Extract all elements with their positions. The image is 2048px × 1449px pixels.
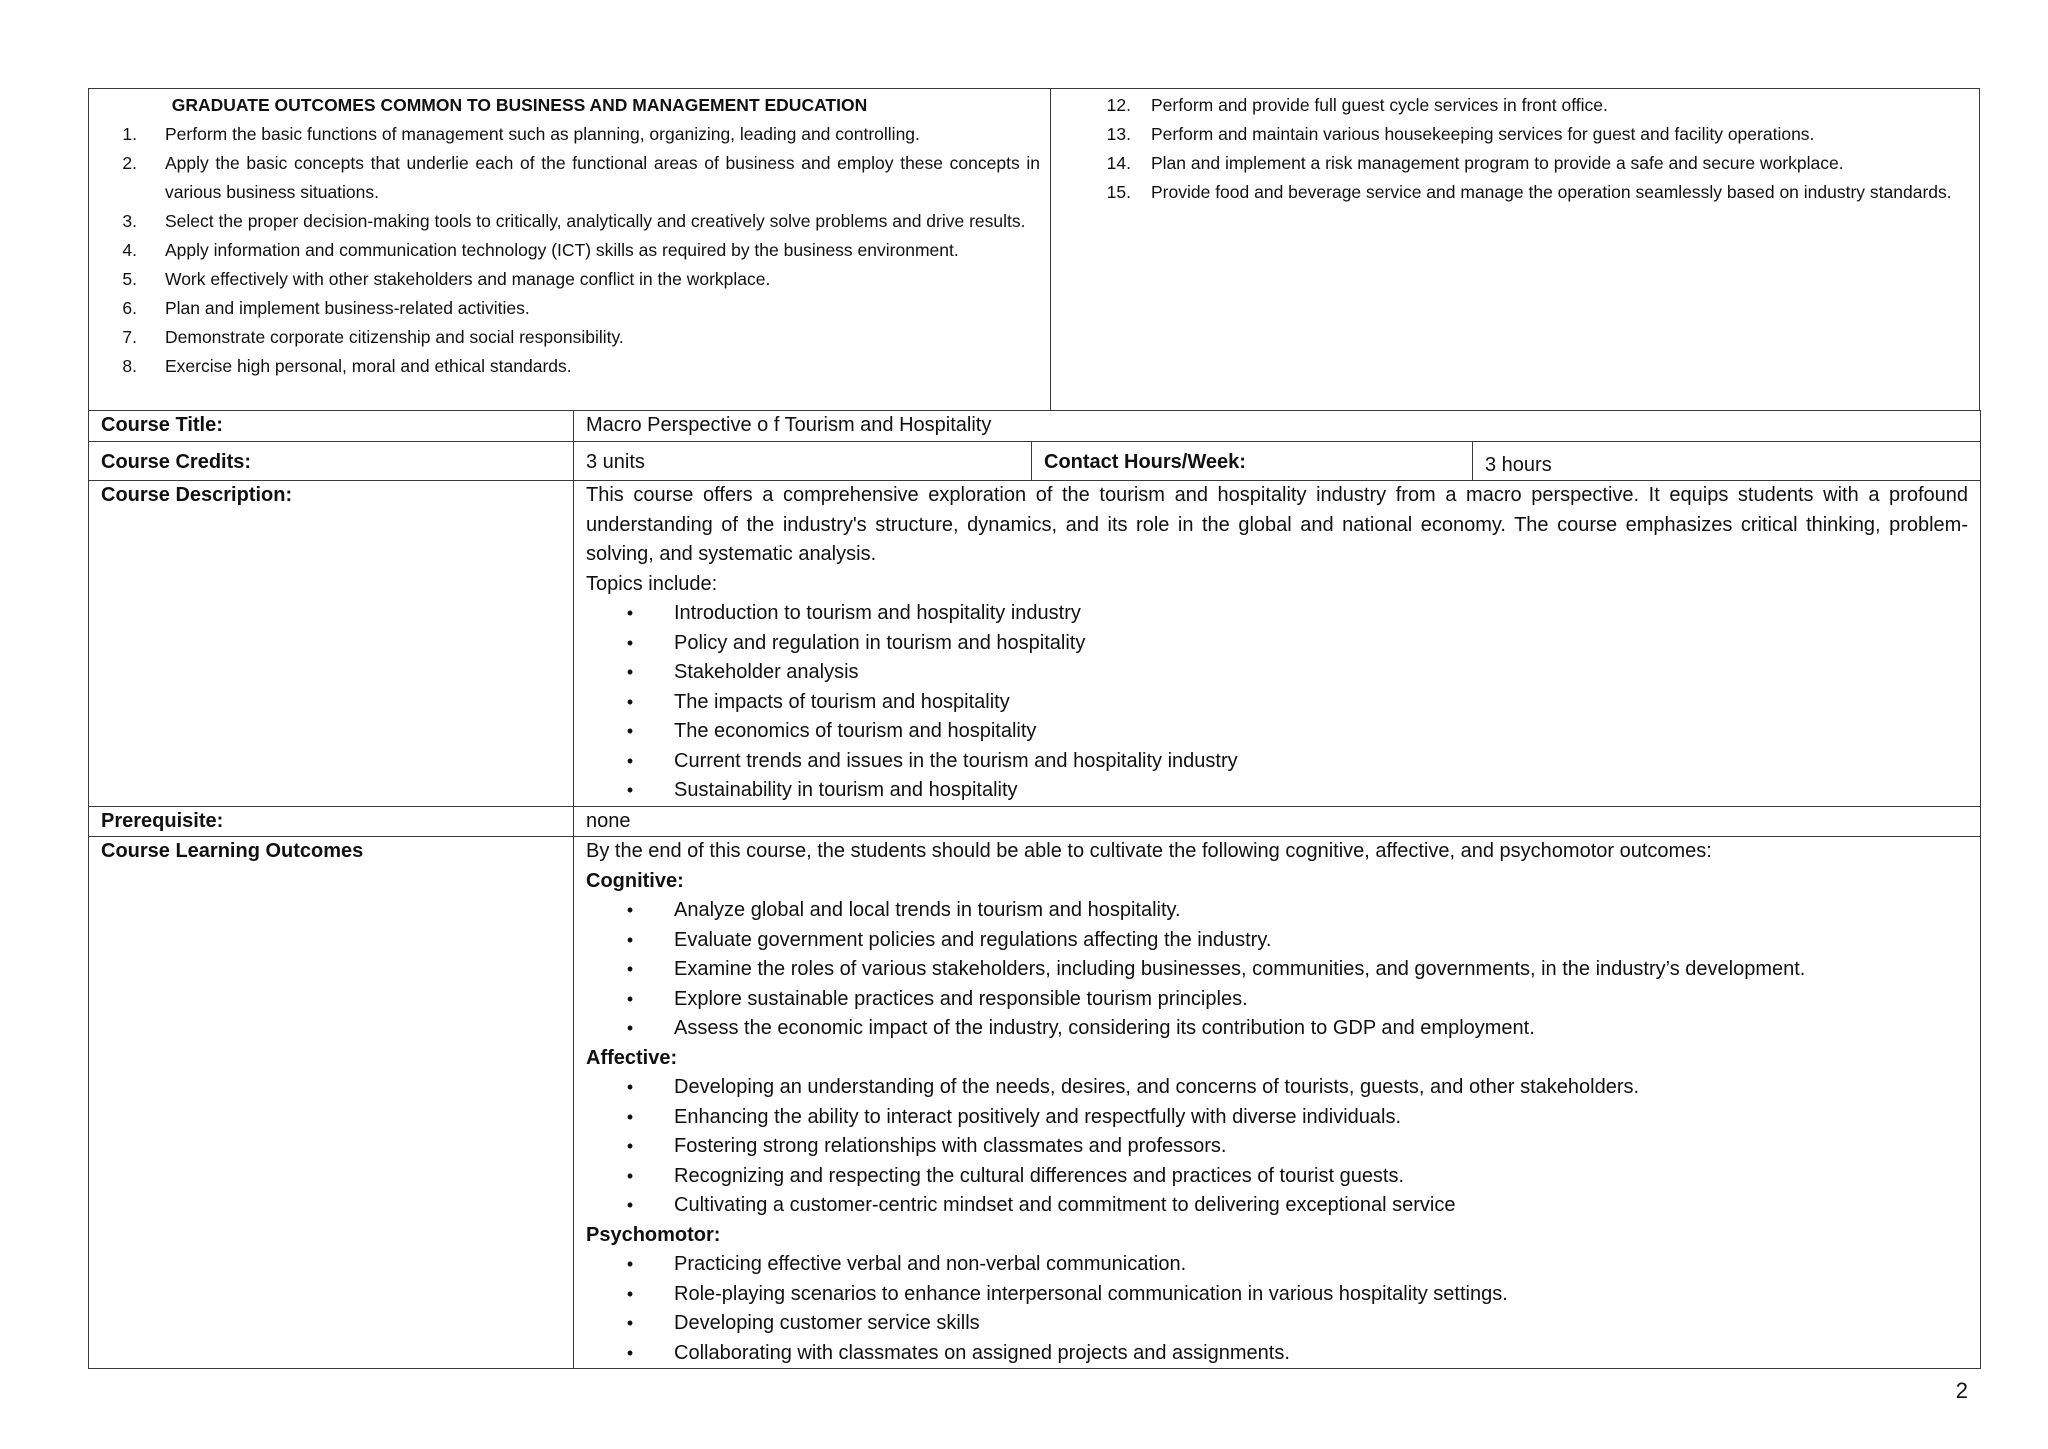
- psychomotor-item-text: Role-playing scenarios to enhance interpersonal communication in various hospitality settings.: [674, 1282, 1508, 1305]
- outcome-text: Select the proper decision-making tools to critically, analytically and creatively solve problems and drive results.: [165, 211, 1026, 231]
- outcome-item: [109, 265, 1040, 294]
- outcome-item: [1097, 120, 1969, 149]
- outcome-text: Apply information and communication technology (ICT) skills as required by the business environment.: [165, 240, 959, 260]
- bullet-icon: •: [626, 632, 634, 653]
- cognitive-item: [586, 926, 1968, 956]
- topics-item: [586, 599, 1968, 629]
- learning-outcomes-cell: [574, 837, 1981, 1369]
- affective-item: [586, 1191, 1968, 1221]
- outcome-number: 4.: [122, 240, 137, 260]
- outcome-text: Plan and implement a risk management program to provide a safe and secure workplace.: [1151, 153, 1844, 173]
- outcome-text: Demonstrate corporate citizenship and social responsibility.: [165, 327, 624, 347]
- affective-heading: Affective:: [586, 1046, 678, 1069]
- bullet-icon: •: [626, 721, 634, 741]
- bullet-icon: •: [626, 750, 634, 771]
- outcome-item: [1097, 91, 1969, 120]
- cognitive-item-text: Assess the economic impact of the industry, considering its contribution to GDP and employment.: [674, 1017, 1535, 1039]
- outcome-number: 2.: [122, 153, 137, 173]
- outcomes-title: GRADUATE OUTCOMES COMMON TO BUSINESS AND MANAGEMENT EDUCATION: [171, 95, 868, 115]
- psychomotor-item: [586, 1309, 1968, 1339]
- outcome-number: 8.: [122, 356, 137, 376]
- affective-item-text: Developing an understanding of the needs, desires, and concerns of tourists, guests, and other stakeholders.: [674, 1076, 1640, 1098]
- outcome-number: 15.: [1106, 182, 1131, 202]
- outcome-item: [109, 294, 1040, 323]
- outcome-item: [1097, 149, 1969, 178]
- affective-list: [586, 1073, 1968, 1221]
- course-description-cell: [574, 481, 1981, 807]
- prerequisite-value: none: [574, 806, 1981, 837]
- topics-item: [586, 776, 1968, 806]
- bullet-icon: •: [626, 929, 634, 950]
- outcome-item: [109, 352, 1040, 381]
- affective-item: [586, 1103, 1968, 1133]
- outcome-number: 14.: [1106, 153, 1131, 173]
- bullet-icon: •: [626, 988, 634, 1009]
- outcome-number: 5.: [122, 269, 137, 289]
- outcome-text: Perform the basic functions of management such as planning, organizing, leading and controlling.: [165, 124, 920, 144]
- affective-item-text: Cultivating a customer-centric mindset and commitment to delivering exceptional service: [674, 1194, 1456, 1216]
- topics-item-text: Stakeholder analysis: [674, 661, 859, 683]
- psychomotor-item-text: Collaborating with classmates on assigned projects and assignments.: [674, 1341, 1290, 1364]
- outcomes-left-list: [109, 120, 1040, 381]
- bullet-icon: •: [626, 900, 634, 920]
- cognitive-item: [586, 955, 1968, 985]
- psychomotor-item-text: Practicing effective verbal and non-verbal communication.: [674, 1253, 1187, 1275]
- contact-hours-value: 3 hours: [1473, 441, 1981, 481]
- psychomotor-item: [586, 1339, 1968, 1369]
- topics-item: [586, 688, 1968, 718]
- outcome-number: 13.: [1106, 124, 1131, 144]
- outcome-number: 7.: [122, 327, 137, 347]
- cognitive-item-text: Evaluate government policies and regulations affecting the industry.: [674, 928, 1272, 951]
- bullet-icon: •: [626, 1254, 634, 1274]
- course-title-row: [89, 411, 1981, 442]
- affective-item-text: Fostering strong relationships with classmates and professors.: [674, 1135, 1227, 1157]
- outcomes-right-list: [1097, 91, 1969, 207]
- syllabus-page: [88, 88, 1980, 1369]
- prerequisite-row: [89, 806, 1981, 837]
- bullet-icon: •: [626, 1195, 634, 1215]
- page-number: 2: [1955, 1378, 1968, 1403]
- topics-item: [586, 747, 1968, 777]
- learning-outcomes-row: [89, 837, 1981, 1369]
- affective-item: [586, 1162, 1968, 1192]
- cognitive-item: [586, 1014, 1968, 1044]
- course-credits-label: Course Credits:: [89, 441, 574, 481]
- topics-item-text: Introduction to tourism and hospitality industry: [674, 602, 1081, 624]
- topics-item-text: The economics of tourism and hospitality: [674, 720, 1037, 742]
- bullet-icon: •: [626, 1283, 634, 1304]
- psychomotor-item: [586, 1250, 1968, 1280]
- cognitive-item: [586, 896, 1968, 926]
- bullet-icon: •: [626, 1313, 634, 1333]
- bullet-icon: •: [626, 1077, 634, 1097]
- outcome-text: Provide food and beverage service and manage the operation seamlessly based on industry standards.: [1151, 182, 1952, 202]
- bullet-icon: •: [626, 1165, 634, 1186]
- affective-item: [586, 1132, 1968, 1162]
- topics-item: [586, 717, 1968, 747]
- bullet-icon: •: [626, 1106, 634, 1127]
- affective-item: [586, 1073, 1968, 1103]
- topics-list: [586, 599, 1968, 806]
- outcome-item: [109, 120, 1040, 149]
- outcome-number: 6.: [122, 298, 137, 318]
- prerequisite-label: Prerequisite:: [89, 806, 574, 837]
- bullet-icon: •: [626, 1018, 634, 1038]
- bullet-icon: •: [626, 603, 634, 623]
- outcome-text: Plan and implement business-related activities.: [165, 298, 530, 318]
- topics-item-text: The impacts of tourism and hospitality: [674, 690, 1010, 713]
- course-description-text: This course offers a comprehensive exploration of the tourism and hospitality industry from a macro perspective. It equips students with a profound understanding of the industry's structure, dynamics, and its role in the global and national economy. The course emphasizes critical thinking, problem-solving, and systematic analysis.: [586, 484, 1968, 565]
- course-description-label: Course Description:: [89, 481, 574, 807]
- outcome-text: Apply the basic concepts that underlie each of the functional areas of business and employ these concepts in various business situations.: [165, 153, 1040, 202]
- cognitive-heading: Cognitive:: [586, 869, 684, 892]
- bullet-icon: •: [626, 691, 634, 712]
- cognitive-item-text: Explore sustainable practices and responsible tourism principles.: [674, 987, 1248, 1010]
- psychomotor-item-text: Developing customer service skills: [674, 1312, 980, 1334]
- cognitive-item-text: Analyze global and local trends in tourism and hospitality.: [674, 899, 1181, 921]
- psychomotor-list: [586, 1250, 1968, 1368]
- course-credits-row: [89, 441, 1981, 481]
- course-description-row: [89, 481, 1981, 807]
- bullet-icon: •: [626, 1342, 634, 1363]
- outcome-number: 1.: [122, 124, 137, 144]
- learning-outcomes-label: Course Learning Outcomes: [89, 837, 574, 1369]
- topics-item-text: Current trends and issues in the tourism and hospitality industry: [674, 749, 1238, 772]
- course-info-table: [88, 410, 1981, 1369]
- outcome-number: 3.: [122, 211, 137, 231]
- bullet-icon: •: [626, 780, 634, 800]
- bullet-icon: •: [626, 1136, 634, 1156]
- affective-item-text: Recognizing and respecting the cultural differences and practices of tourist guests.: [674, 1164, 1405, 1187]
- outcome-item: [109, 236, 1040, 265]
- outcome-text: Work effectively with other stakeholders and manage conflict in the workplace.: [165, 269, 771, 289]
- outcome-item: [109, 323, 1040, 352]
- topics-item: [586, 629, 1968, 659]
- cognitive-item-text: Examine the roles of various stakeholders, including businesses, communities, and governments, in the industry’s development.: [674, 958, 1806, 980]
- outcome-text: Perform and maintain various housekeeping services for guest and facility operations.: [1151, 124, 1815, 144]
- graduate-outcomes-panel: [88, 88, 1980, 410]
- outcome-item: [1097, 178, 1969, 207]
- bullet-icon: •: [626, 662, 634, 682]
- outcome-item: [109, 149, 1040, 207]
- learning-outcomes-intro: By the end of this course, the students should be able to cultivate the following cognitive, affective, and psychomotor outcomes:: [586, 840, 1712, 862]
- bullet-icon: •: [626, 959, 634, 979]
- outcome-text: Perform and provide full guest cycle services in front office.: [1151, 95, 1608, 115]
- cognitive-list: [586, 896, 1968, 1044]
- topics-item: [586, 658, 1968, 688]
- outcomes-left-column: [89, 89, 1051, 410]
- affective-item-text: Enhancing the ability to interact positively and respectfully with diverse individuals.: [674, 1105, 1402, 1128]
- topics-item-text: Sustainability in tourism and hospitality: [674, 779, 1018, 801]
- topics-item-text: Policy and regulation in tourism and hospitality: [674, 631, 1086, 654]
- topics-intro: Topics include:: [586, 572, 718, 595]
- outcome-number: 12.: [1106, 95, 1131, 115]
- contact-hours-label: Contact Hours/Week:: [1032, 441, 1473, 481]
- outcomes-right-column: [1051, 89, 1979, 410]
- course-credits-value: 3 units: [574, 441, 1032, 481]
- psychomotor-heading: Psychomotor:: [586, 1223, 721, 1246]
- outcome-item: [109, 207, 1040, 236]
- course-title-value: Macro Perspective o f Tourism and Hospitality: [574, 411, 1981, 442]
- psychomotor-item: [586, 1280, 1968, 1310]
- cognitive-item: [586, 985, 1968, 1015]
- course-title-label: Course Title:: [89, 411, 574, 442]
- outcome-text: Exercise high personal, moral and ethical standards.: [165, 356, 572, 376]
